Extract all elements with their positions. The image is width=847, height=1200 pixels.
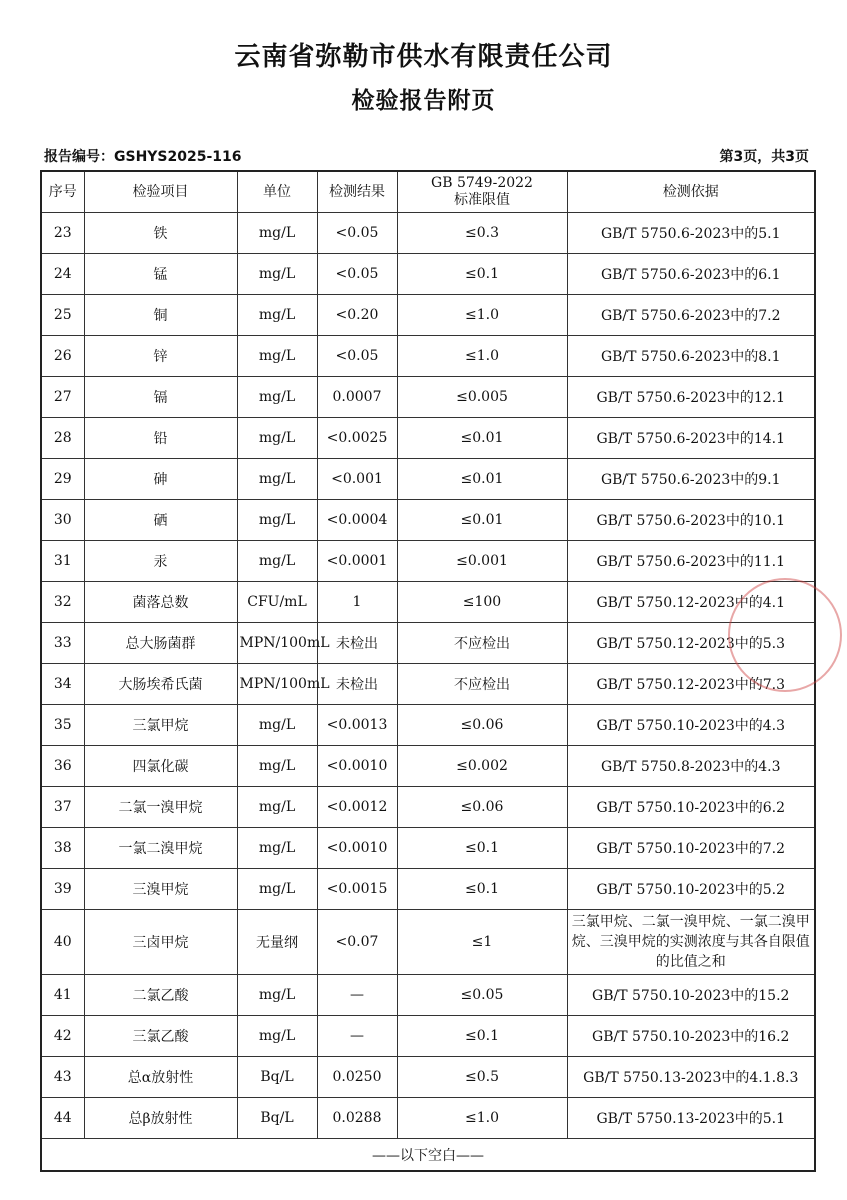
cell-basis: GB/T 5750.6-2023中的9.1 [567,459,815,500]
cell-result: — [317,1016,397,1057]
cell-limit: ≤1 [397,910,567,975]
cell-item: 二氯一溴甲烷 [84,787,237,828]
table-row [41,336,815,377]
cell-result: <0.0025 [317,418,397,459]
cell-no: 43 [41,1057,84,1098]
cell-basis: GB/T 5750.10-2023中的5.2 [567,869,815,910]
table-row [41,828,815,869]
cell-result: 0.0288 [317,1098,397,1139]
table-row [41,975,815,1016]
table-row [41,418,815,459]
cell-unit: mg/L [237,459,317,500]
col-header-item: 检验项目 [84,171,237,213]
cell-no: 33 [41,623,84,664]
cell-no: 37 [41,787,84,828]
cell-result: 0.0007 [317,377,397,418]
cell-item: 铜 [84,295,237,336]
cell-limit: ≤0.05 [397,975,567,1016]
cell-basis: GB/T 5750.6-2023中的11.1 [567,541,815,582]
cell-no: 31 [41,541,84,582]
col-header-limit-label: 标准限值 [454,192,510,208]
cell-result: 未检出 [317,623,397,664]
cell-unit: mg/L [237,705,317,746]
table-row [41,787,815,828]
cell-basis: GB/T 5750.12-2023中的5.3 [567,623,815,664]
cell-no: 35 [41,705,84,746]
blank-below-note: ——以下空白—— [41,1139,815,1172]
cell-result: <0.0010 [317,746,397,787]
cell-unit: mg/L [237,418,317,459]
cell-unit: mg/L [237,500,317,541]
report-title: 检验报告附页 [351,88,496,114]
table-row [41,295,815,336]
cell-limit: ≤0.5 [397,1057,567,1098]
table-row [41,746,815,787]
cell-unit: mg/L [237,1016,317,1057]
cell-unit: MPN/100mL [237,664,317,705]
cell-unit: 无量纲 [237,910,317,975]
cell-basis: GB/T 5750.12-2023中的7.3 [567,664,815,705]
cell-no: 38 [41,828,84,869]
cell-unit: Bq/L [237,1098,317,1139]
cell-item: 二氯乙酸 [84,975,237,1016]
cell-item: 砷 [84,459,237,500]
table-footer-row [41,1139,815,1172]
cell-item: 铁 [84,213,237,254]
cell-result: <0.0015 [317,869,397,910]
cell-limit: ≤0.002 [397,746,567,787]
cell-limit: ≤0.01 [397,500,567,541]
cell-result: 1 [317,582,397,623]
cell-limit: 不应检出 [397,664,567,705]
cell-basis: GB/T 5750.6-2023中的8.1 [567,336,815,377]
cell-basis: GB/T 5750.6-2023中的5.1 [567,213,815,254]
cell-no: 30 [41,500,84,541]
cell-basis: GB/T 5750.8-2023中的4.3 [567,746,815,787]
cell-result: 0.0250 [317,1057,397,1098]
cell-basis: GB/T 5750.10-2023中的7.2 [567,828,815,869]
cell-no: 27 [41,377,84,418]
cell-unit: mg/L [237,869,317,910]
cell-item: 镉 [84,377,237,418]
cell-no: 42 [41,1016,84,1057]
cell-result: <0.0004 [317,500,397,541]
table-row [41,623,815,664]
table-row [41,541,815,582]
cell-unit: mg/L [237,541,317,582]
col-header-no: 序号 [41,171,84,213]
cell-unit: mg/L [237,377,317,418]
cell-result: <0.20 [317,295,397,336]
cell-item: 铅 [84,418,237,459]
cell-item: 菌落总数 [84,582,237,623]
cell-basis: 三氯甲烷、二氯一溴甲烷、一氯二溴甲烷、三溴甲烷的实测浓度与其各自限值的比值之和 [567,910,815,975]
report-number: 报告编号：GSHYS2025-116 [44,149,242,165]
cell-limit: ≤0.1 [397,828,567,869]
cell-no: 44 [41,1098,84,1139]
cell-no: 26 [41,336,84,377]
cell-basis: GB/T 5750.6-2023中的7.2 [567,295,815,336]
cell-item: 汞 [84,541,237,582]
cell-limit: ≤0.01 [397,459,567,500]
cell-limit: ≤0.06 [397,705,567,746]
table-row [41,910,815,975]
col-header-unit: 单位 [237,171,317,213]
cell-unit: CFU/mL [237,582,317,623]
cell-result: <0.05 [317,254,397,295]
col-header-limit-standard: GB 5749-2022 [431,175,533,191]
cell-result: <0.0010 [317,828,397,869]
cell-no: 36 [41,746,84,787]
cell-no: 32 [41,582,84,623]
cell-unit: Bq/L [237,1057,317,1098]
cell-basis: GB/T 5750.6-2023中的14.1 [567,418,815,459]
cell-limit: ≤0.005 [397,377,567,418]
cell-no: 40 [41,910,84,975]
cell-basis: GB/T 5750.13-2023中的4.1.8.3 [567,1057,815,1098]
cell-basis: GB/T 5750.10-2023中的4.3 [567,705,815,746]
cell-item: 一氯二溴甲烷 [84,828,237,869]
cell-unit: mg/L [237,213,317,254]
page-info: 第3页，共3页 [719,149,809,165]
col-header-result: 检测结果 [317,171,397,213]
cell-basis: GB/T 5750.10-2023中的6.2 [567,787,815,828]
cell-item: 锌 [84,336,237,377]
table-row [41,1098,815,1139]
cell-limit: ≤0.1 [397,869,567,910]
cell-result: <0.05 [317,213,397,254]
cell-basis: GB/T 5750.10-2023中的15.2 [567,975,815,1016]
cell-result: <0.0001 [317,541,397,582]
cell-item: 总α放射性 [84,1057,237,1098]
cell-result: <0.0012 [317,787,397,828]
cell-limit: 不应检出 [397,623,567,664]
table-row [41,705,815,746]
cell-no: 34 [41,664,84,705]
cell-limit: ≤0.3 [397,213,567,254]
cell-item: 锰 [84,254,237,295]
cell-item: 总大肠菌群 [84,623,237,664]
cell-basis: GB/T 5750.6-2023中的12.1 [567,377,815,418]
cell-basis: GB/T 5750.12-2023中的4.1 [567,582,815,623]
cell-basis: GB/T 5750.13-2023中的5.1 [567,1098,815,1139]
cell-no: 29 [41,459,84,500]
cell-unit: MPN/100mL [237,623,317,664]
cell-result: <0.001 [317,459,397,500]
cell-no: 25 [41,295,84,336]
cell-unit: mg/L [237,828,317,869]
cell-no: 23 [41,213,84,254]
cell-unit: mg/L [237,975,317,1016]
table-row [41,1057,815,1098]
col-header-limit [397,171,567,213]
inspection-table [40,170,816,1172]
table-row [41,1016,815,1057]
table-row [41,377,815,418]
table-row [41,500,815,541]
cell-item: 大肠埃希氏菌 [84,664,237,705]
cell-result: <0.05 [317,336,397,377]
table-row [41,254,815,295]
cell-unit: mg/L [237,254,317,295]
cell-limit: ≤1.0 [397,295,567,336]
company-name: 云南省弥勒市供水有限责任公司 [234,42,613,72]
cell-item: 三氯乙酸 [84,1016,237,1057]
cell-item: 硒 [84,500,237,541]
cell-basis: GB/T 5750.6-2023中的10.1 [567,500,815,541]
cell-no: 41 [41,975,84,1016]
cell-item: 三氯甲烷 [84,705,237,746]
cell-limit: ≤0.01 [397,418,567,459]
cell-limit: ≤1.0 [397,1098,567,1139]
cell-result: 未检出 [317,664,397,705]
cell-basis: GB/T 5750.6-2023中的6.1 [567,254,815,295]
table-header-row [41,171,815,213]
cell-limit: ≤0.06 [397,787,567,828]
table-row [41,869,815,910]
cell-no: 28 [41,418,84,459]
cell-limit: ≤100 [397,582,567,623]
col-header-basis: 检测依据 [567,171,815,213]
table-row [41,664,815,705]
table-row [41,459,815,500]
table-row [41,213,815,254]
cell-unit: mg/L [237,787,317,828]
cell-result: <0.07 [317,910,397,975]
cell-limit: ≤0.001 [397,541,567,582]
cell-result: — [317,975,397,1016]
cell-no: 24 [41,254,84,295]
table-row [41,582,815,623]
cell-item: 总β放射性 [84,1098,237,1139]
cell-item: 三溴甲烷 [84,869,237,910]
cell-limit: ≤0.1 [397,1016,567,1057]
cell-unit: mg/L [237,336,317,377]
cell-unit: mg/L [237,746,317,787]
cell-basis: GB/T 5750.10-2023中的16.2 [567,1016,815,1057]
cell-no: 39 [41,869,84,910]
cell-item: 三卤甲烷 [84,910,237,975]
cell-limit: ≤1.0 [397,336,567,377]
cell-item: 四氯化碳 [84,746,237,787]
cell-limit: ≤0.1 [397,254,567,295]
cell-unit: mg/L [237,295,317,336]
cell-result: <0.0013 [317,705,397,746]
